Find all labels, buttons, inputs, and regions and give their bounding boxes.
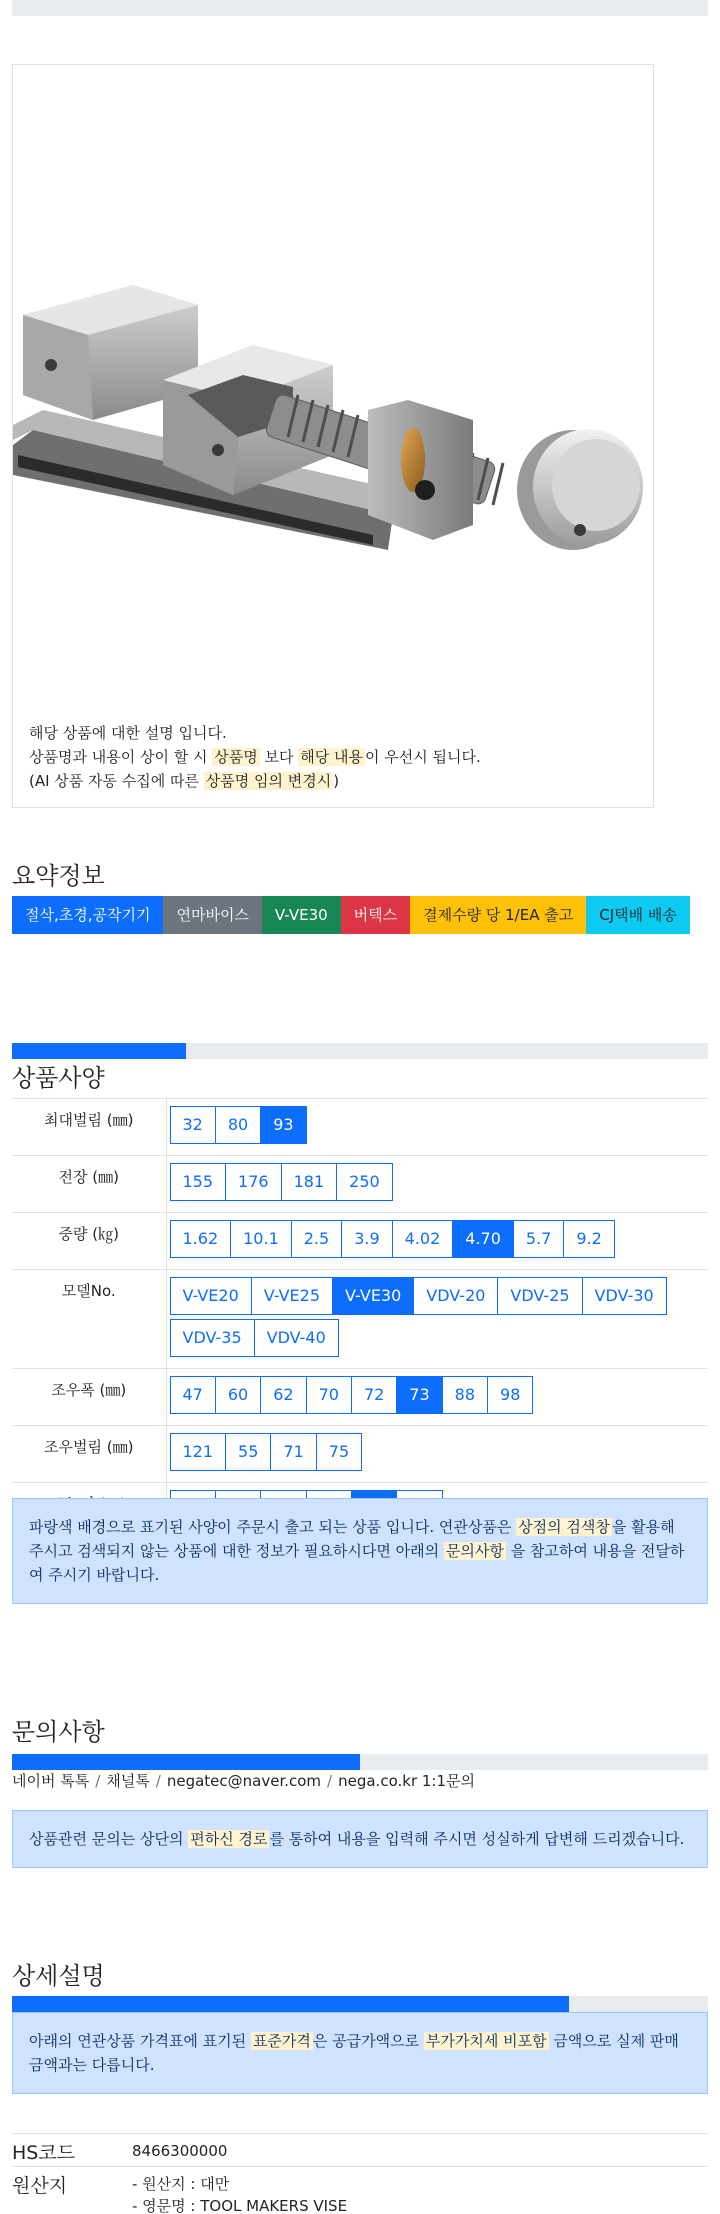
inquiry-progress-bar: [12, 1754, 708, 1770]
spec-label: 중량 (㎏): [12, 1213, 166, 1270]
notice-text: 를 통하여 내용을 입력해 주시면 성실하게 답변해 드리겠습니다.: [269, 1830, 685, 1848]
spec-option[interactable]: 75: [316, 1433, 362, 1471]
origin-english-name: - 영문명 : TOOL MAKERS VISE: [132, 2197, 348, 2214]
spec-option[interactable]: 47: [170, 1376, 216, 1414]
product-image-box: [12, 64, 654, 808]
spec-options: [166, 1426, 708, 1483]
badge-courier[interactable]: CJ택배 배송: [586, 896, 690, 934]
spec-option[interactable]: 55: [225, 1433, 271, 1471]
spec-table: [12, 1098, 708, 1540]
badge-category[interactable]: 절삭,초경,공작기기: [12, 896, 163, 934]
description-line-2: [29, 745, 481, 769]
description-text: 보다: [259, 748, 299, 766]
detail-progress-fill: [12, 1996, 569, 2012]
spec-notice: [12, 1498, 708, 1604]
spec-row: [12, 1270, 708, 1369]
notice-text: 금액으로 실제 판매금액과는 다릅니다.: [29, 2032, 679, 2074]
spec-option[interactable]: V-VE20: [170, 1277, 252, 1315]
spec-option[interactable]: VDV-30: [582, 1277, 667, 1315]
detail-notice: [12, 2012, 708, 2094]
hs-code-row: [12, 2133, 708, 2166]
spec-label: 최대벌림 (㎜): [12, 1099, 166, 1156]
channel-naver-talk[interactable]: 네이버 톡톡: [12, 1772, 90, 1790]
spec-option[interactable]: 176: [225, 1163, 282, 1201]
hs-code-value: 8466300000: [132, 2142, 228, 2160]
highlight-product-name: 상품명: [214, 748, 258, 766]
description-text: 상품명과 내용이 상이 할 시: [29, 748, 213, 766]
channel-site-inquiry[interactable]: nega.co.kr 1:1문의: [338, 1772, 475, 1790]
detail-progress-bar: [12, 1996, 708, 2012]
spec-option[interactable]: 250: [336, 1163, 393, 1201]
highlight-name-change: 상품명 임의 변경시: [205, 772, 332, 790]
spec-row: [12, 1369, 708, 1426]
spec-option[interactable]: VDV-20: [413, 1277, 498, 1315]
spec-label: 전장 (㎜): [12, 1156, 166, 1213]
spec-label: 조우벌림 (㎜): [12, 1426, 166, 1483]
spec-option[interactable]: 1.62: [170, 1220, 232, 1258]
summary-badges: [12, 896, 708, 934]
spec-title: 상품사양: [12, 1064, 105, 1092]
channel-channel-talk[interactable]: 채널톡: [106, 1772, 150, 1790]
spec-option[interactable]: 70: [306, 1376, 352, 1414]
spec-option[interactable]: 2.5: [291, 1220, 342, 1258]
detail-title: 상세설명: [12, 1962, 105, 1990]
spec-option[interactable]: 73: [396, 1376, 442, 1414]
badge-brand[interactable]: 버텍스: [341, 896, 410, 934]
spec-option[interactable]: 93: [260, 1106, 306, 1144]
hs-code-label: HS코드: [12, 2142, 76, 2164]
origin-label: 원산지: [12, 2175, 68, 2197]
spec-option[interactable]: 88: [442, 1376, 488, 1414]
inquiry-notice: [12, 1810, 708, 1868]
highlight-content: 해당 내용: [300, 748, 363, 766]
spec-option[interactable]: VDV-25: [497, 1277, 582, 1315]
spec-option[interactable]: 155: [170, 1163, 227, 1201]
spec-option[interactable]: VDV-40: [254, 1319, 339, 1357]
spec-options: [166, 1369, 708, 1426]
spec-row: [12, 1213, 708, 1270]
description-line-3: [29, 769, 481, 793]
spec-row: [12, 1156, 708, 1213]
notice-text: 아래의 연관상품 가격표에 표기된: [29, 2032, 251, 2050]
spec-option[interactable]: 71: [270, 1433, 316, 1471]
product-description: [29, 721, 481, 793]
spec-option[interactable]: 4.70: [452, 1220, 514, 1258]
spec-progress-fill: [12, 1043, 186, 1059]
badge-model[interactable]: V-VE30: [262, 896, 341, 934]
highlight-vat-excluded: 부가가치세 비포함: [425, 2032, 547, 2050]
summary-title: 요약정보: [12, 862, 105, 890]
spec-option[interactable]: 80: [215, 1106, 261, 1144]
spec-option[interactable]: 62: [260, 1376, 306, 1414]
spec-options: [166, 1213, 708, 1270]
spec-label: 모델No.: [12, 1270, 166, 1369]
spec-option[interactable]: 4.02: [392, 1220, 454, 1258]
badge-product-type[interactable]: 연마바이스: [163, 896, 261, 934]
channel-email[interactable]: negatec@naver.com: [166, 1772, 322, 1790]
spec-option[interactable]: V-VE25: [251, 1277, 333, 1315]
spec-row: [12, 1426, 708, 1483]
highlight-search: 상점의 검색창: [518, 1518, 610, 1536]
spec-option[interactable]: 5.7: [513, 1220, 564, 1258]
description-text: (AI 상품 자동 수집에 따른: [29, 772, 204, 790]
highlight-inquiry: 문의사항: [445, 1542, 504, 1560]
spec-option[interactable]: 9.2: [563, 1220, 614, 1258]
spec-option[interactable]: 72: [351, 1376, 397, 1414]
inquiry-title: 문의사항: [12, 1718, 105, 1746]
top-strip: [12, 0, 708, 16]
spec-option[interactable]: 3.9: [341, 1220, 392, 1258]
origin-values: [132, 2173, 347, 2214]
spec-progress-bar: [12, 1043, 708, 1059]
spec-option[interactable]: V-VE30: [332, 1277, 414, 1315]
origin-country: - 원산지 : 대만: [132, 2175, 230, 2193]
description-line-1: 해당 상품에 대한 설명 입니다.: [29, 724, 227, 742]
spec-options: [166, 1099, 708, 1156]
origin-row: [12, 2166, 708, 2214]
spec-option[interactable]: VDV-35: [170, 1319, 255, 1357]
description-text: 이 우선시 됩니다.: [364, 748, 481, 766]
spec-option[interactable]: 32: [170, 1106, 216, 1144]
spec-row: [12, 1099, 708, 1156]
badge-shipping-qty[interactable]: 결제수량 당 1/EA 출고: [410, 896, 586, 934]
notice-text: 을 활용해 주시고 검색되지 않는 상품에 대한 정보가 필요하시다면 아래의: [29, 1518, 675, 1560]
notice-text: 상품관련 문의는 상단의: [29, 1830, 189, 1848]
spec-option[interactable]: 10.1: [230, 1220, 292, 1258]
notice-text: 은 공급가액으로: [312, 2032, 424, 2050]
spec-option[interactable]: 121: [170, 1433, 227, 1471]
spec-option[interactable]: 181: [281, 1163, 338, 1201]
inquiry-progress-fill: [12, 1754, 360, 1770]
contact-channels: 네이버 톡톡 / 채널톡 / negatec@naver.com / nega.co.kr 1:1문의: [12, 1772, 475, 1790]
spec-option[interactable]: 98: [487, 1376, 533, 1414]
description-text: ): [333, 772, 340, 790]
highlight-standard-price: 표준가격: [252, 2032, 311, 2050]
spec-options: [166, 1270, 708, 1369]
highlight-contact-route: 편하신 경로: [190, 1830, 268, 1848]
spec-label: 조우폭 (㎜): [12, 1369, 166, 1426]
product-image: [13, 205, 653, 625]
notice-text: 파랑색 배경으로 표기된 사양이 주문시 출고 되는 상품 입니다. 연관상품은: [29, 1518, 517, 1536]
notice-text: 을 참고하여 내용을 전달하여 주시기 바랍니다.: [29, 1542, 685, 1584]
spec-options: [166, 1156, 708, 1213]
spec-option[interactable]: 60: [215, 1376, 261, 1414]
